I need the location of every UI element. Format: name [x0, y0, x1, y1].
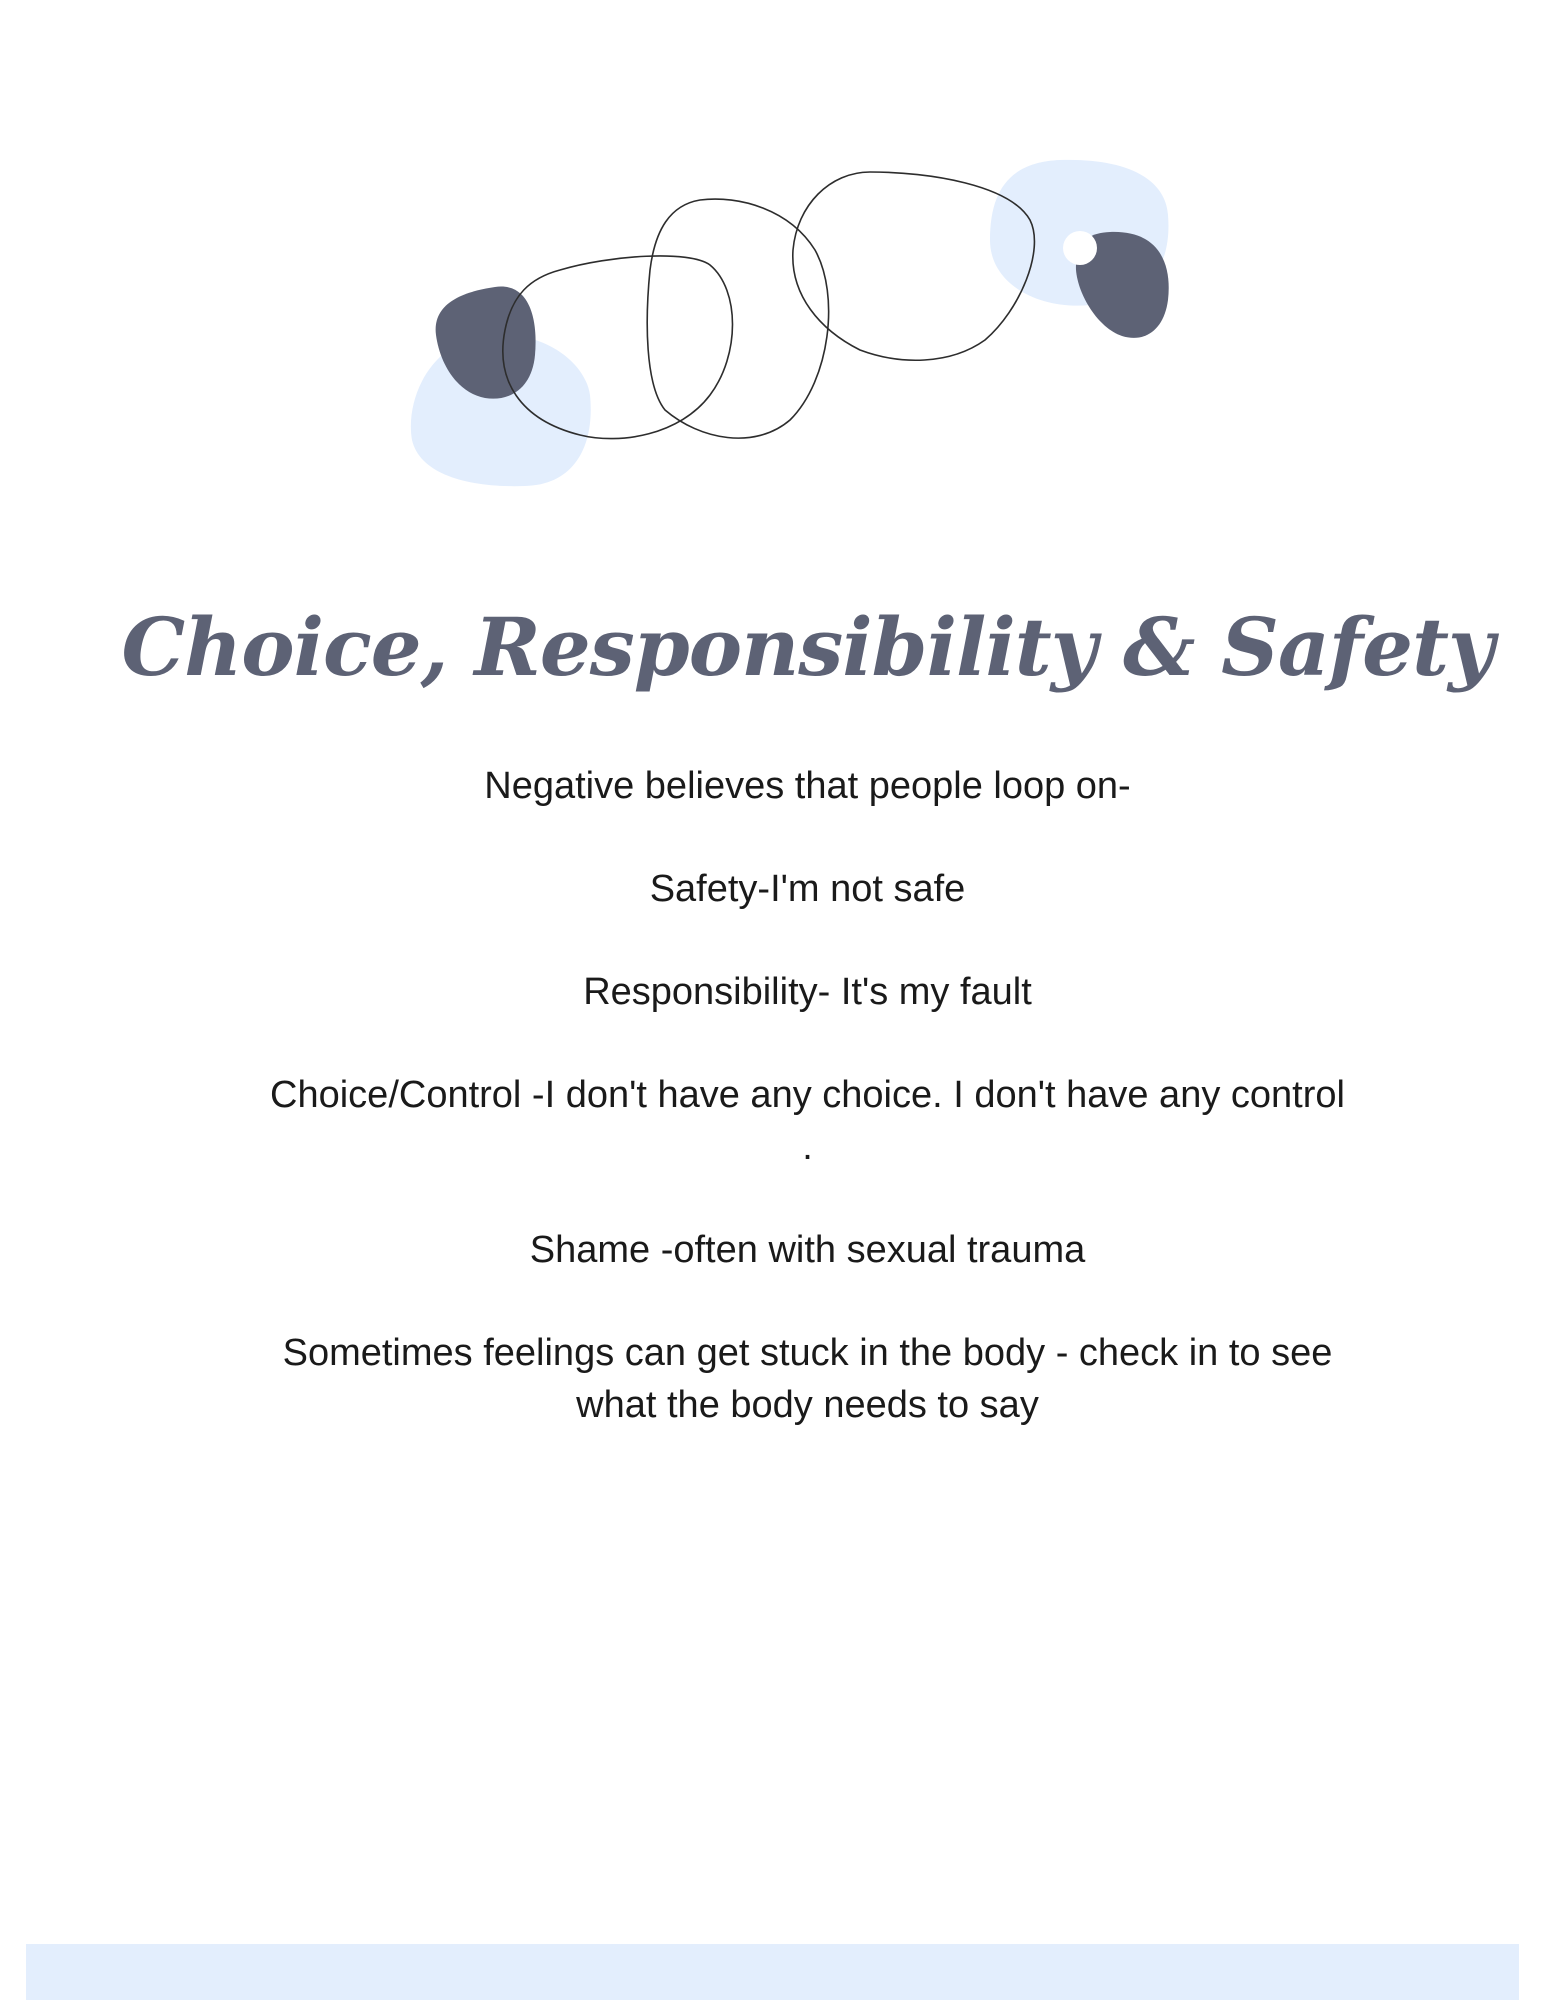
footer-band	[26, 1944, 1519, 2000]
safety-line: Safety-I'm not safe	[649, 868, 966, 910]
choice-control-line: Choice/Control -I don't have any choice. I don't have any control .	[270, 1074, 1345, 1168]
body-feelings-line: Sometimes feelings can get stuck in the body - check in to see what the body needs to say	[282, 1332, 1333, 1426]
white-dot	[1063, 231, 1097, 265]
intro-line: Negative believes that people loop on-	[484, 765, 1131, 807]
abstract-shapes-illustration	[0, 0, 1545, 520]
page-title: Choice, Responsibility & Safety	[121, 600, 1494, 694]
outline-loop-2	[647, 199, 828, 438]
responsibility-line: Responsibility- It's my fault	[583, 971, 1032, 1013]
content-body	[270, 760, 1345, 1482]
shame-line: Shame -often with sexual trauma	[529, 1229, 1086, 1271]
